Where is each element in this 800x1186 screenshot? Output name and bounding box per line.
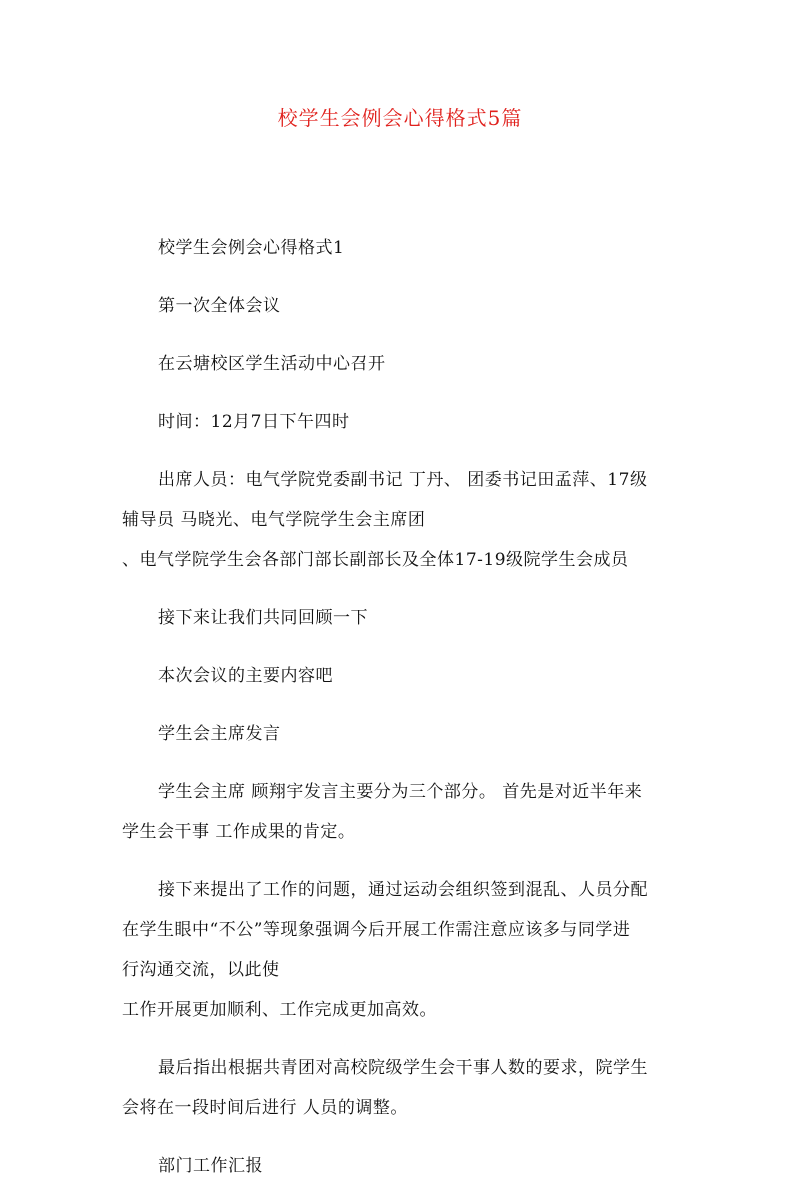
text-line: 第一次全体会议 <box>158 296 281 316</box>
text-line: 会将在一段时间后进行 人员的调整。 <box>122 1098 408 1118</box>
paragraph-review-intro <box>122 598 694 638</box>
text-line: 出席人员：电气学院党委副书记 丁丹、 团委书记田孟萍、17级 <box>158 470 648 490</box>
text-line: 接下来提出了工作的问题，通过运动会组织签到混乱、人员分配 <box>158 880 648 900</box>
text-line: 学生会主席 顾翔宇发言主要分为三个部分。 首先是对近半年来 <box>158 782 643 802</box>
text-line: 最后指出根据共青团对高校院级学生会干事人数的要求，院学生 <box>158 1058 648 1078</box>
text-line: 学生会干事 工作成果的肯定。 <box>122 822 356 842</box>
paragraph-department-report <box>122 1146 694 1186</box>
paragraph-chair-speech-heading <box>122 714 694 754</box>
paragraph-meeting-name <box>122 286 694 326</box>
text-line: 、电气学院学生会各部门部长副部长及全体17-19级院学生会成员 <box>122 550 629 570</box>
text-line: 在学生眼中“不公”等现象强调今后开展工作需注意应该多与同学进 <box>122 920 631 940</box>
paragraph-problems <box>122 870 694 1030</box>
paragraph-main-content <box>122 656 694 696</box>
paragraph-attendees <box>122 460 694 580</box>
text-line: 校学生会例会心得格式1 <box>158 238 345 258</box>
paragraph-location <box>122 344 694 384</box>
text-line: 行沟通交流，以此使 <box>122 960 280 980</box>
text-line: 辅导员 马晓光、电气学院学生会主席团 <box>122 510 426 530</box>
text-line: 接下来让我们共同回顾一下 <box>158 608 368 628</box>
paragraph-time <box>122 402 694 442</box>
document-body <box>122 228 694 1186</box>
text-line: 工作开展更加顺利、工作完成更加高效。 <box>122 1000 437 1020</box>
text-line: 在云塘校区学生活动中心召开 <box>158 354 386 374</box>
paragraph-adjustment <box>122 1048 694 1128</box>
paragraph-heading-1 <box>122 228 694 268</box>
document-title: 校学生会例会心得格式5篇 <box>277 106 523 130</box>
text-line: 时间：12月7日下午四时 <box>158 412 350 432</box>
text-line: 本次会议的主要内容吧 <box>158 666 333 686</box>
text-line: 学生会主席发言 <box>158 724 281 744</box>
text-line: 部门工作汇报 <box>158 1156 263 1176</box>
paragraph-chair-speech <box>122 772 694 852</box>
